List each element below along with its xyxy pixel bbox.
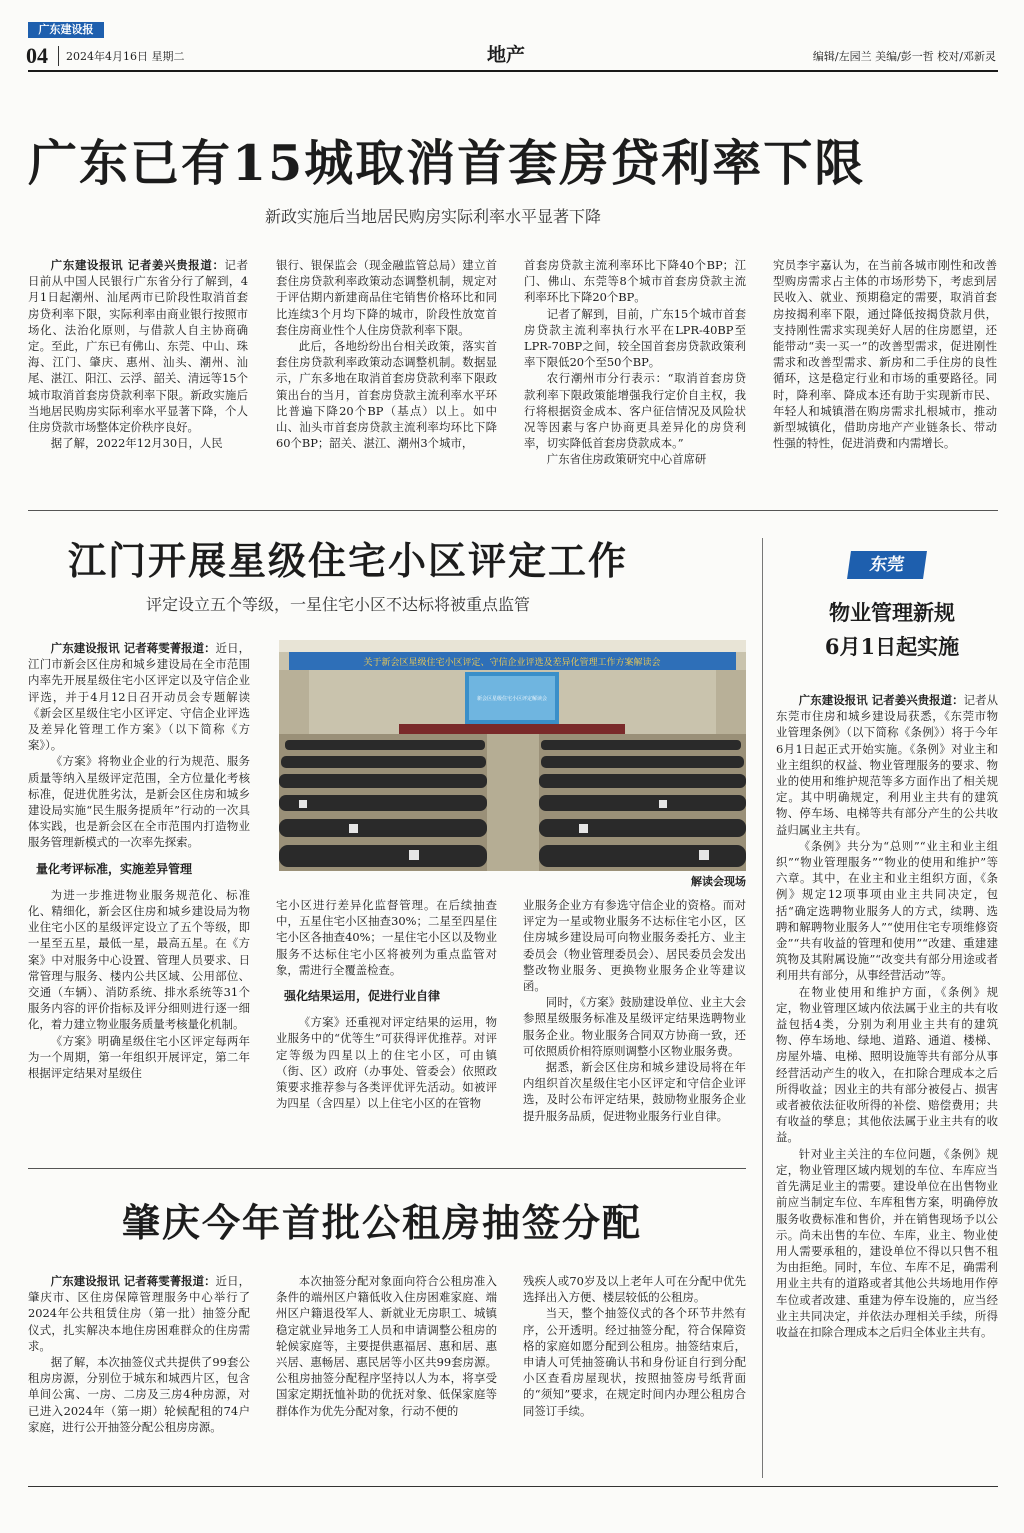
- meeting-photo: [279, 640, 746, 871]
- sidebar-column: [776, 692, 998, 1462]
- article2-section-heading: 强化结果运用，促进行业自律: [284, 989, 441, 1004]
- footer-rule: [28, 1486, 998, 1487]
- article3-headline: 肇庆今年首批公租房抽签分配: [122, 1200, 643, 1245]
- article1-headline: 广东已有15城取消首套房贷利率下限: [28, 134, 866, 192]
- sidebar-headline: [776, 596, 1008, 664]
- section-divider: [28, 510, 998, 511]
- article3-byline: 广东建设报讯 记者蒋雯菁报道：: [50, 1274, 216, 1288]
- article1-text: 农行潮州市分行表示：“取消首套房贷款利率下限政策能增强我行定价自主权，我行将根据资金成本、客户征信情况及风险状况等因素与客户协商更具差异化的房贷利率，切实降低首套房贷款成本。”: [524, 371, 746, 451]
- article1-text: 究员李宇嘉认为，在当前各城市刚性和改善型购房需求占主体的市场形势下，考虑到居民收入、就业、预期稳定的需要，取消首套房按揭利率下限，通过降低按揭贷款月供，支持刚性需求实现美好人居的住房愿望，还能带动“卖一买一”的改善型需求，促进刚性需求和改善型需求、新房和二手住房的良性循环，这是稳定行业和市场的重要路径。同时，降利率、降成本还有助于实现新市民、年轻人和城镇潜在购房需求扎根城市，推动新型城镇化，借助房地产产业链条长、带动性强的特性，促进消费和内需增长。: [773, 258, 997, 451]
- header-divider: [58, 46, 59, 66]
- article1-text: 此后，各地纷纷出台相关政策，落实首套住房贷款利率政策动态调整机制。数据显示，广东多地在取消首套房贷款利率下限政策出台的当月，首套房贷款主流利率水平环比普遍下降20个BP（基点）以上。如中山、汕头市首套房贷款主流利率均环比下降60个BP；韶关、湛江、潮州3个城市，: [276, 339, 497, 451]
- article3-text: 本次抽签分配对象面向符合公租房准入条件的端州区户籍低收入住房困难家庭、端州区户籍退役军人、新就业无房职工、城镇稳定就业异地务工人员和申请调整公租房的轮候家庭等，主要提供惠福居、惠和居、惠兴居、惠畅居、惠民居等小区共99套房源。公租房抽签分配程序坚持以人为本，将享受国家定期抚恤补助的优抚对象、低保家庭等群体作为优先分配对象，行动不便的: [276, 1274, 497, 1418]
- article1-text: 据了解，2022年12月30日，人民: [50, 436, 223, 451]
- sidebar-headline-line-2: 6月1日起实施: [824, 634, 960, 659]
- article2-column-1: [28, 640, 250, 1160]
- article3-text: 当天，整个抽签仪式的各个环节井然有序，公开透明。经过抽签分配，符合保障资格的家庭如愿分配到公租房。抽签结束后，申请人可凭抽签确认书和身份证自行到分配小区查看房屋现状，按照抽签房号纸背面的“须知”要求，在规定时间内办理公租房合同签订手续。: [523, 1306, 746, 1418]
- article3-text: 残疾人或70岁及以上老年人可在分配中优先选择出入方便、楼层较低的公租房。: [523, 1274, 746, 1305]
- article3-column-1: [28, 1273, 250, 1478]
- sidebar-byline: 广东建设报讯 记者姜兴贵报道：: [798, 693, 964, 707]
- article2-byline: 广东建设报讯 记者蒋雯菁报道：: [50, 641, 216, 655]
- photo-screen-text: 新会区星级住宅小区评定解读会: [476, 696, 548, 702]
- photo-caption: 解读会现场: [691, 875, 746, 888]
- article2-headline: 江门开展星级住宅小区评定工作: [68, 538, 629, 583]
- article2-text: 同时，《方案》鼓励建设单位、业主大会参照星级服务标准及星级评定结果选聘物业服务企业。物业服务合同双方协商一致，还可依照质价相符原则调整小区物业服务费。: [523, 995, 746, 1058]
- sidebar-text: 《条例》共分为“总则”“业主和业主组织”“物业管理服务”“物业的使用和维护”等六章。其中，在业主和业主组织方面，《条例》规定12项事项由业主共同决定，包括“确定选聘物业服务人的方式，续聘、选聘和解聘物业服务人”“使用住宅专项维修资金”“共有收益的管理和使用”“改建、重建建筑物及其附属设施”“改变共有部分用途或者利用共有部分，从事经营活动”等。: [776, 838, 998, 983]
- section-title: 地产: [487, 44, 526, 66]
- article1-text: 记者了解到，目前，广东15个城市首套房贷款主流利率执行水平在LPR-40BP至LPR-70BP之间，较全国首套房贷款政策利率下限低20个至50个BP。: [524, 306, 746, 370]
- newspaper-name-tag: 广东建设报: [28, 22, 104, 38]
- editor-credits: 编辑/左园兰 美编/彭一哲 校对/邓新灵: [812, 50, 996, 63]
- article2-text: 业服务企业方有参选守信企业的资格。而对评定为一星或物业服务不达标住宅小区，区住房城乡建设局可向物业服务委托方、业主委员会（物业管理委员会）、居民委员会发出整改物业服务、更换物业服务企业等建议函。: [523, 898, 746, 994]
- article1-column-2: [276, 257, 497, 502]
- sidebar-text: 记者从东莞市住房和城乡建设局获悉，《东莞市物业管理条例》（以下简称《条例》）将于今年6月1日起正式开始实施。《条例》对业主和业主组织的权益、物业管理服务的要求、物业的使用和维护规范等多方面作出了相关规定。其中明确规定，利用业主共有的建筑物、停车场、电梯等共有部分产生的公共收益归属业主共有。: [776, 693, 998, 837]
- sidebar-text: 在物业使用和维护方面，《条例》规定，物业管理区域内依法属于业主的共有收益包括4类，分别为利用业主共有的建筑物、停车场地、绿地、道路、通道、楼梯、房屋外墙、电梯、照明设施等共有部分从事经营活动产生的收入，在扣除合理成本之后所得收益；因业主的共有部分被侵占、损害或者被依法征收所得的补偿、赔偿费用；共有收益的孳息；其他依法属于业主共有的收益。: [776, 984, 998, 1145]
- article2-text: 《方案》将物业企业的行为规范、服务质量等纳入星级评定范围，全方位量化考核标准，促进优胜劣汰，是新会区住房和城乡建设局实施“民生服务提质年”行动的一次具体实践，也是新会区在全市范围内打造物业服务管理新模式的一次率先探索。: [28, 754, 250, 850]
- article1-text: 银行、银保监会（现金融监管总局）建立首套住房贷款利率政策动态调整机制，规定对于评估期内新建商品住宅销售价格环比和同比连续3个月均下降的城市，阶段性放宽首套住房商业性个人住房贷款利率下限。: [276, 258, 497, 337]
- article1-text: 广东省住房政策研究中心首席研: [546, 452, 707, 467]
- section-divider: [28, 1168, 746, 1169]
- article3-text: 近日，肇庆市、区住房保障管理服务中心举行了2024年公共租赁住房（第一批）抽签分配仪式，扎实解决本地住房困难群众的住房需求。: [28, 1274, 250, 1353]
- city-tag: 东莞: [847, 551, 927, 579]
- article1-text: 首套房贷款主流利率环比下降40个BP；江门、佛山、东莞等8个城市首套房贷款主流利率环比下降20个BP。: [524, 258, 746, 305]
- article2-text: 近日，江门市新会区住房和城乡建设局在全市范围内率先开展星级住宅小区评定以及守信企业评选，并于4月12日召开动员会专题解读《新会区星级住宅小区评定、守信企业评选及差异化管理工作方案》（以下简称《方案》）。: [28, 641, 250, 753]
- article1-column-1: [28, 257, 248, 502]
- article3-text: 据了解，本次抽签仪式共提供了99套公租房房源，分别位于城东和城西片区，包含单间公寓、一房、二房及三房4种房源，对已进入2024年（第一期）轮候配租的74户家庭，进行公开抽签分配公租房房源。: [28, 1355, 250, 1434]
- article2-text: 《方案》还重视对评定结果的运用，物业服务中的“优等生”可获得评优推荐。对评定等级为四星以上的住宅小区，可由镇（街、区）政府（办事处、管委会）依照政策要求推荐参与各类评优评先活动。如被评为四星（含四星）以上住宅小区的在管物: [276, 1015, 497, 1111]
- article2-text: 为进一步推进物业服务规范化、标准化、精细化，新会区住房和城乡建设局为物业住宅小区的星级评定设立了五个等级，即一星至五星，最低一星，最高五星。在《方案》中对服务中心设置、管理人员要求、日常管理与服务、楼内公共区域、公用部位、交通（车辆）、消防系统、排水系统等31个服务内容的评价指标及评分细则进行逐一细化，着力建立物业服务质量考核量化机制。: [28, 887, 250, 1032]
- page-number: 04: [26, 43, 48, 68]
- issue-date: 2024年4月16日 星期二: [66, 50, 185, 63]
- article2-section-heading: 量化考评标准，实施差异管理: [36, 861, 193, 876]
- article1-text: 记者日前从中国人民银行广东省分行了解到，4月1日起潮州、汕尾两市已阶段性取消首套房贷利率下限，实际利率由商业银行按照市场化、法治化原则，与借款人自主协商确定。至此，广东已有佛山、东莞、中山、珠海、江门、肇庆、惠州、汕头、潮州、汕尾、湛江、阳江、云浮、韶关、清远等15个城市取消首套房贷款利率下限。新政实施后当地居民购房实际利率水平显著下降，个人住房贷款市场整体定价秩序良好。: [28, 258, 248, 435]
- article2-column-2: [276, 897, 497, 1160]
- photo-banner-text: 关于新会区星级住宅小区评定、守信企业评选及差异化管理工作方案解读会: [363, 658, 661, 668]
- article1-byline: 广东建设报讯 记者姜兴贵报道：: [50, 258, 225, 272]
- sidebar-text: 针对业主关注的车位问题，《条例》规定，物业管理区域内规划的车位、车库应当首先满足业主的需要。建设单位在出售物业前应当制定车位、车库租售方案，明确停放服务收费标准和售价，并在销售现场予以公示。尚未出售的车位、车库，业主、物业使用人需要承租的，建设单位不得以只售不租为由拒绝。同时，车位、车库不足，确需利用业主共有的道路或者其他公共场地用作停车位或者改建、重建为停车设施的，应当经业主共同决定，并依法办理相关手续，所得收益在扣除合理成本之后归全体业主共有。: [776, 1146, 998, 1339]
- article2-text: 《方案》明确星级住宅小区评定每两年为一个周期，第一年组织开展评定，第二年根据评定结果对星级住: [28, 1033, 250, 1081]
- article1-column-3: [524, 257, 746, 502]
- header-rule: [28, 70, 998, 72]
- article3-column-2: [276, 1273, 497, 1478]
- article1-subheadline: 新政实施后当地居民购房实际利率水平显著下降: [265, 207, 602, 226]
- article2-column-3: [523, 897, 746, 1160]
- article1-column-4: [773, 257, 997, 502]
- article2-text: 宅小区进行差异化监督管理。在后续抽查中，五星住宅小区抽查30%；二星至四星住宅小区各抽查40%；一星住宅小区以及物业服务不达标住宅小区将被列为重点监管对象，需进行全覆盖检查。: [276, 898, 497, 977]
- article2-text: 据悉，新会区住房和城乡建设局将在年内组织首次星级住宅小区评定和守信企业评选，及时公布评定结果，鼓励物业服务企业提升服务品质，促进物业服务行业自律。: [523, 1060, 746, 1123]
- article2-subheadline: 评定设立五个等级，一星住宅小区不达标将被重点监管: [146, 595, 531, 614]
- sidebar-headline-line-1: 物业管理新规: [829, 600, 955, 625]
- sidebar-divider: [762, 538, 763, 1478]
- article3-column-3: [523, 1273, 746, 1478]
